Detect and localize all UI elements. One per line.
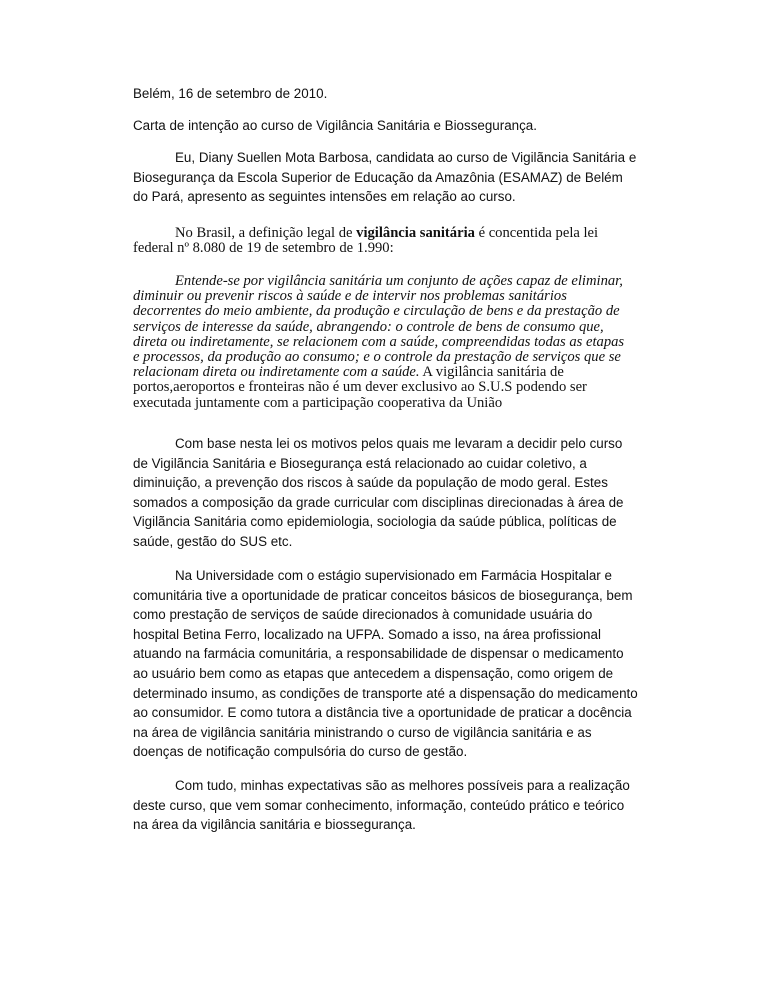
date-line: Belém, 16 de setembro de 2010. — [133, 86, 328, 101]
law-quote-continuation: A vigilância sanitária de portos,aeroportos e fronteiras não é um dever exclusivo ao S.U.S podendo ser executada juntamente com a participação cooperativa da União — [133, 364, 587, 411]
closing-paragraph: Com tudo, minhas expectativas são as melhores possíveis para a realização deste curso, que vem somar conhecimento, informação, conteúdo prático e teórico na área da vigilância sanitária e biossegurança. — [133, 778, 630, 833]
subject-line: Carta de intenção ao curso de Vigilância Sanitária e Biossegurança. — [133, 118, 537, 133]
legal-intro-text-before: No Brasil, a definição legal de — [175, 225, 357, 241]
legal-term-bold: vigilância sanitária — [356, 225, 475, 241]
experience-paragraph: Na Universidade com o estágio supervisionado em Farmácia Hospitalar e comunitária tive a oportunidade de praticar conceitos básicos de biosegurança, bem como prestação de serviços de saúde direcionados à comunidade usuária do hospital Betina Ferro, localizado na UFPA. Somado a isso, na área profissional atuando na farmácia comunitária, a responsabilidade de dispensar o medicamento ao usuário bem como as etapas que antecedem a dispensação, como origem de determinado insumo, as condições de transporte até a dispensação do medicamento ao consumidor. E como tutora a distância tive a oportunidade de praticar a docência na área de vigilância sanitária ministrando o curso de vigilância sanitária e as doenças de notificação compulsória do curso de gestão. — [133, 568, 638, 760]
law-quote-paragraph — [133, 274, 633, 411]
law-quote-italic: Entende-se por vigilância sanitária um conjunto de ações capaz de eliminar, diminuir ou prevenir riscos à saúde e de intervir nos problemas sanitários decorrentes do meio ambiente, da produção e circulação de bens e da prestação de serviços de interesse da saúde, abrangendo: o controle de bens de consumo que, direta ou indiretamente, se relacionem com a saúde, compreendidas todas as etapas e processos, da produção ao consumo; e o controle da prestação de serviços que se relacionam direta ou indiretamente com a saúde. — [133, 273, 625, 381]
intro-paragraph: Eu, Diany Suellen Mota Barbosa, candidata ao curso de Vigilãncia Sanitária e Biosegurança da Escola Superior de Educação da Amazônia (ESAMAZ) de Belém do Pará, apresento as seguintes intensões em relação ao curso. — [133, 150, 637, 205]
motives-paragraph: Com base nesta lei os motivos pelos quais me levaram a decidir pelo curso de Vigilãncia Sanitária e Biosegurança está relacionado ao cuidar coletivo, a diminuição, a prevenção dos riscos à saúde da população de modo geral. Estes somados a composição da grade curricular com disciplinas direcionadas à área de Vigilãncia Sanitária como epidemiologia, sociologia da saúde pública, políticas de saúde, gestão do SUS etc. — [133, 436, 624, 549]
legal-intro-paragraph — [133, 226, 633, 256]
legal-intro-text-after: é concentida pela lei federal nº 8.080 de 19 de setembro de 1.990: — [133, 225, 599, 257]
